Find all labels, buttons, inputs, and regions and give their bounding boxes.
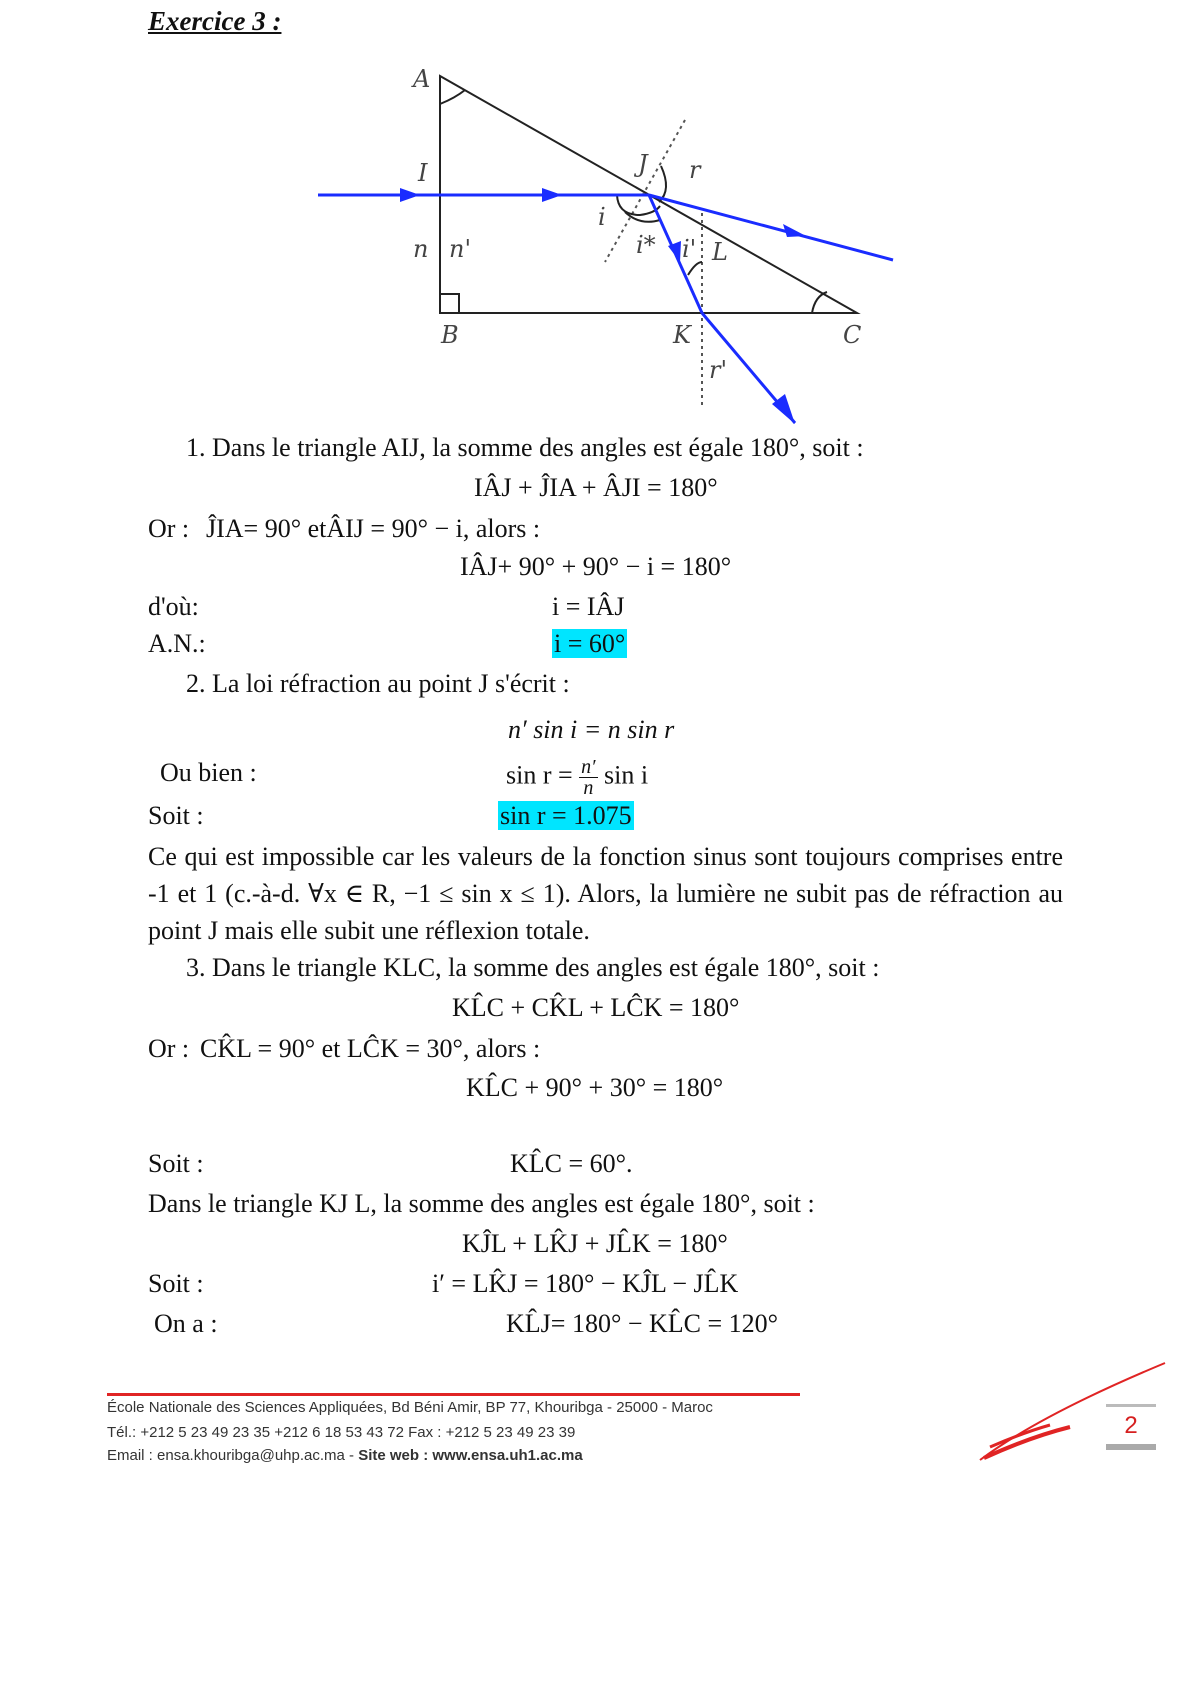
q3-eq1: KL̂C + CK̂L + LĈK = 180°: [452, 993, 740, 1022]
q2-soit-highlight: sin r = 1.075: [500, 801, 632, 830]
q2-frac-den: n: [583, 777, 594, 799]
q2-paragraph: Ce qui est impossible car les valeurs de la fonction sinus sont toujours comprises entre -1 et 1 (c.-à-d. ∀x ∈ R, −1 ≤ sin x ≤ 1). Alors, la lumière ne subit pas de réfraction au point J mais elle subit une réflexion totale.: [148, 842, 1063, 945]
q1-an-label: A.N.:: [148, 629, 206, 658]
q3-soit-eq: KL̂C = 60°.: [510, 1149, 633, 1178]
q2-oubien-eq: [506, 757, 648, 798]
q2-intro: 2. La loi réfraction au point J s'écrit :: [186, 669, 570, 698]
label-n: n: [413, 235, 429, 263]
exercise-title: Exercice 3 :: [148, 6, 282, 36]
q3-or-text: CK̂L = 90° et LĈK = 30°, alors :: [200, 1034, 541, 1063]
q2-frac-num: n′: [581, 756, 596, 778]
q2-oubien-lhs: sin r =: [506, 760, 580, 790]
label-i: i: [598, 203, 606, 231]
footer-red-rule: [107, 1393, 800, 1396]
label-I: I: [418, 159, 428, 187]
q3-or-label: Or :: [148, 1034, 190, 1063]
q3-eq2: KL̂C + 90° + 30° = 180°: [466, 1073, 724, 1102]
prism-diagram: [0, 0, 1191, 430]
q1-dou-eq: i = IÂJ: [552, 592, 625, 621]
footer-email: Email : ensa.khouribga@uhp.ac.ma -: [107, 1447, 359, 1464]
page-number: 2: [1124, 1412, 1138, 1439]
q2-soit-eq: [498, 800, 634, 832]
q2-oubien-label: Ou bien :: [160, 758, 257, 787]
q1-or-text: ĴIA= 90° etÂIJ = 90° − i, alors :: [206, 514, 541, 543]
q1-an-highlight: i = 60°: [554, 629, 626, 658]
q1-dou-label: d'où:: [148, 592, 199, 621]
q3-ona-eq: KL̂J= 180° − KL̂C = 120°: [506, 1309, 779, 1338]
label-A: A: [413, 65, 431, 93]
angle-arc-i-prime: [688, 262, 702, 275]
label-K: K: [673, 321, 691, 349]
label-i-prime: i': [682, 235, 697, 263]
label-B: B: [441, 321, 459, 349]
pagenum-top-bar: [1106, 1404, 1156, 1407]
q1-eq2: IÂJ+ 90° + 90° − i = 180°: [460, 552, 732, 581]
q1-or-label: Or :: [148, 514, 190, 543]
q3-intro: 3. Dans le triangle KLC, la somme des angles est égale 180°, soit :: [186, 953, 880, 982]
footer-contact: [107, 1447, 583, 1464]
label-J: J: [638, 150, 648, 178]
refracted-arrow: [783, 224, 806, 237]
q1-intro: 1. Dans le triangle AIJ, la somme des angles est égale 180°, soit :: [186, 433, 864, 462]
footer-phone: Tél.: +212 5 23 49 23 35 +212 6 18 53 43 72 Fax : +212 5 23 49 23 39: [107, 1424, 576, 1441]
angle-arc-A: [440, 90, 465, 104]
label-i-star: i*: [636, 231, 656, 259]
q3-kjl-intro: Dans le triangle KJ L, la somme des angles est égale 180°, soit :: [148, 1189, 815, 1218]
q3-ona-label: On a :: [154, 1309, 218, 1338]
q2-eq1: n′ sin i = n sin r: [508, 715, 675, 744]
label-C: C: [843, 321, 862, 349]
q3-soit2-label: Soit :: [148, 1269, 204, 1298]
incident-arrow-1: [400, 188, 420, 202]
incident-arrow-2: [542, 188, 562, 202]
q3-soit2-eq: i′ = LK̂J = 180° − KĴL − JL̂K: [432, 1269, 739, 1298]
label-n-prime: n': [449, 235, 472, 263]
q2-fraction: [579, 757, 597, 798]
q1-eq1: IÂJ + ĴIA + ÂJI = 180°: [474, 473, 718, 502]
footer-website: Site web : www.ensa.uh1.ac.ma: [358, 1447, 583, 1464]
label-L: L: [712, 238, 728, 266]
q3-soit-label: Soit :: [148, 1149, 204, 1178]
pagenum-bottom-bar: [1106, 1444, 1156, 1450]
q2-soit-label: Soit :: [148, 801, 204, 830]
label-r: r: [689, 156, 701, 184]
right-angle-marker-B: [440, 294, 459, 313]
footer-address: École Nationale des Sciences Appliquées, Bd Béni Amir, BP 77, Khouribga - 25000 - Maroc: [107, 1399, 713, 1416]
q2-oubien-rhs: sin i: [604, 760, 649, 790]
q3-eq3: KĴL + LK̂J + JL̂K = 180°: [462, 1229, 728, 1258]
label-r-prime: r': [709, 356, 728, 384]
q1-an-eq: [552, 628, 627, 660]
